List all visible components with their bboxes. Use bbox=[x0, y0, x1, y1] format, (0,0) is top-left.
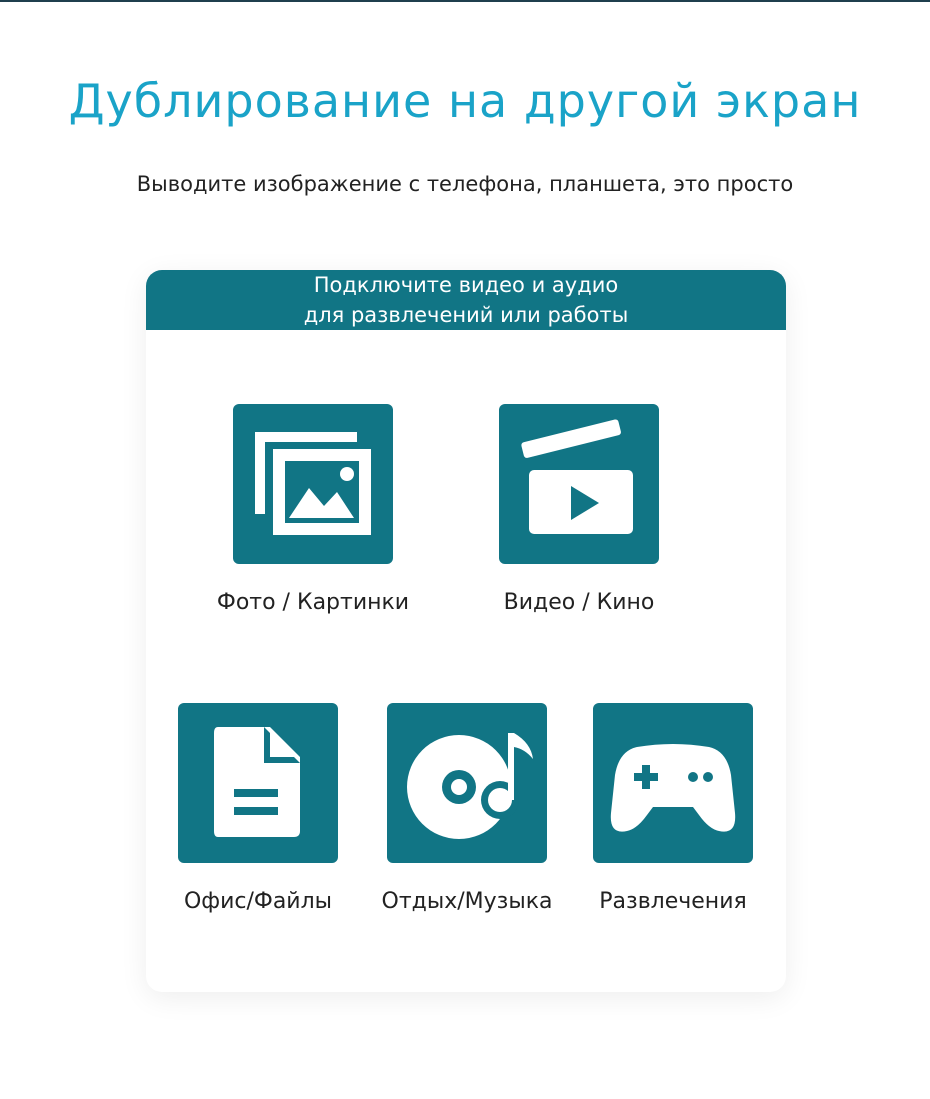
tile-games[interactable] bbox=[593, 703, 753, 863]
video-clapperboard-icon bbox=[499, 404, 659, 564]
page-title: Дублирование на другой экран bbox=[68, 74, 862, 128]
label-games: Развлечения bbox=[599, 889, 747, 914]
card-banner bbox=[146, 270, 786, 330]
music-disc-icon bbox=[387, 703, 547, 863]
banner-line-2: для развлечений или работы bbox=[303, 303, 629, 327]
gamepad-icon bbox=[593, 703, 753, 863]
label-video: Видео / Кино bbox=[503, 590, 655, 615]
features-card bbox=[146, 270, 786, 992]
tile-office[interactable] bbox=[178, 703, 338, 863]
banner-line-1: Подключите видео и аудио bbox=[313, 273, 619, 297]
tile-video[interactable] bbox=[499, 404, 659, 564]
document-icon bbox=[178, 703, 338, 863]
tile-music[interactable] bbox=[387, 703, 547, 863]
photo-gallery-icon bbox=[233, 404, 393, 564]
tile-photo[interactable] bbox=[233, 404, 393, 564]
label-music: Отдых/Музыка bbox=[381, 889, 553, 914]
label-office: Офис/Файлы bbox=[183, 889, 333, 914]
top-divider bbox=[0, 0, 930, 2]
page-subtitle: Выводите изображение с телефона, планшета, это просто bbox=[136, 172, 794, 196]
label-photo: Фото / Картинки bbox=[216, 590, 410, 615]
